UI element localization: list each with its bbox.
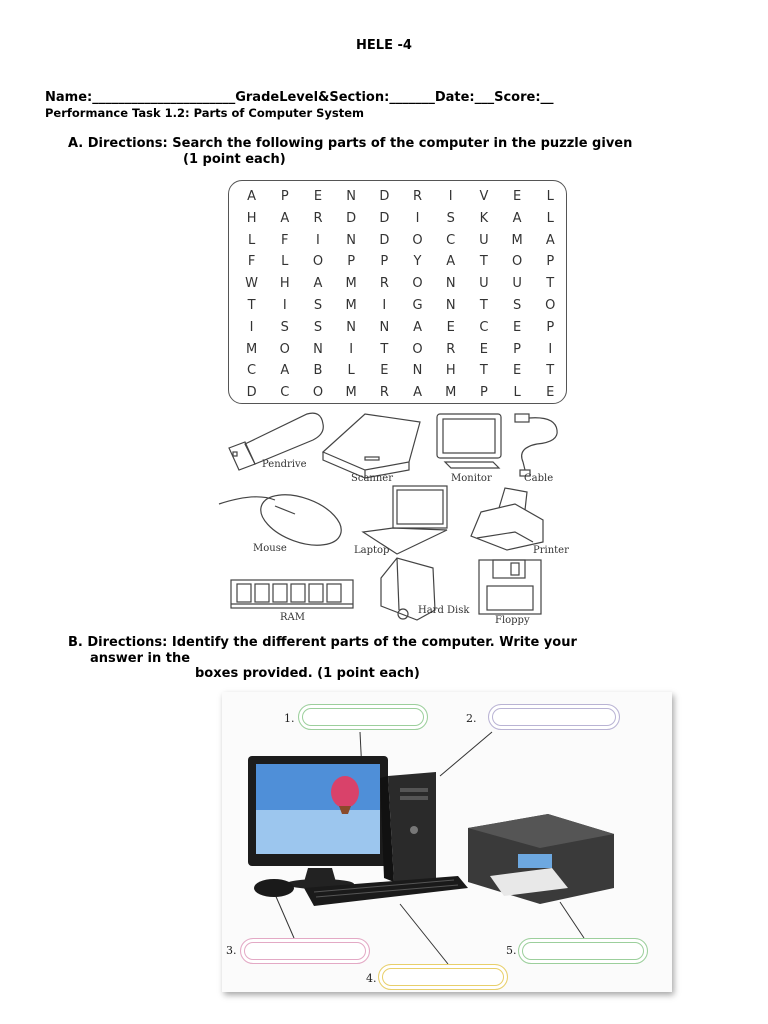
puzzle-letter: T	[247, 297, 256, 313]
puzzle-letter: U	[479, 232, 489, 248]
ram-icon	[231, 580, 353, 608]
cable-label: Cable	[524, 473, 554, 484]
puzzle-letter: H	[246, 210, 257, 226]
laptop-icon	[363, 486, 447, 554]
puzzle-letter: F	[247, 254, 256, 270]
puzzle-letter: T	[479, 363, 488, 379]
puzzle-letter: A	[413, 319, 422, 335]
puzzle-letter: C	[446, 232, 456, 248]
puzzle-letter: I	[382, 297, 387, 313]
box-1-number: 1.	[284, 712, 295, 725]
puzzle-letter: B	[313, 363, 323, 379]
puzzle-letter: G	[412, 297, 423, 313]
puzzle-letter: S	[446, 210, 455, 226]
puzzle-letter: I	[349, 341, 354, 357]
puzzle-letter: O	[312, 385, 324, 401]
puzzle-letter: T	[546, 276, 555, 292]
puzzle-letter: S	[512, 297, 522, 313]
puzzle-grid	[235, 186, 567, 404]
puzzle-letter: A	[512, 210, 522, 226]
puzzle-letter: N	[346, 232, 357, 248]
box-3-number: 3.	[226, 944, 237, 957]
puzzle-letter: E	[446, 319, 455, 335]
puzzle-letter: L	[546, 210, 554, 226]
cable-icon	[515, 414, 557, 476]
photo-cpu-tower-icon	[380, 772, 436, 882]
puzzle-letter: L	[546, 189, 554, 204]
section-b-directions: B. Directions: Identify the different parts of the computer. Write your	[68, 635, 577, 650]
puzzle-letter: U	[512, 276, 522, 292]
puzzle-letter: O	[511, 254, 523, 270]
puzzle-letter: N	[379, 319, 390, 335]
puzzle-letter: O	[412, 232, 423, 248]
puzzle-letter: A	[545, 232, 555, 248]
puzzle-letter: I	[415, 210, 420, 226]
computer-parts-pictures	[215, 408, 565, 630]
puzzle-letter: L	[347, 363, 355, 379]
puzzle-letter: R	[379, 276, 389, 292]
puzzle-letter: O	[279, 341, 290, 357]
section-a-points: (1 point each)	[183, 152, 286, 167]
answer-box-4[interactable]	[378, 964, 508, 990]
puzzle-letter: I	[548, 341, 553, 357]
puzzle-letter: E	[380, 363, 389, 379]
puzzle-letter: C	[479, 319, 489, 335]
puzzle-letter: R	[313, 210, 323, 226]
puzzle-letter: T	[380, 341, 389, 357]
puzzle-letter: R	[446, 341, 456, 357]
puzzle-letter: E	[313, 189, 323, 204]
puzzle-letter: F	[281, 232, 289, 248]
puzzle-letter: N	[445, 297, 456, 313]
puzzle-letter: H	[279, 276, 290, 292]
puzzle-letter: L	[281, 254, 289, 270]
student-info-line: Name:______________________GradeLevel&Section:_______Date:___Score:__	[45, 90, 554, 105]
puzzle-letter: L	[247, 232, 256, 248]
page-title: HELE -4	[356, 38, 412, 53]
puzzle-letter: U	[479, 276, 489, 292]
puzzle-letter: V	[479, 189, 489, 204]
mouse-label: Mouse	[253, 543, 287, 554]
floppy-icon	[479, 560, 541, 614]
puzzle-letter: K	[479, 210, 489, 226]
puzzle-letter: P	[546, 319, 555, 335]
puzzle-letter: C	[247, 363, 257, 379]
puzzle-letter: E	[479, 341, 489, 357]
printer-icon	[471, 488, 543, 550]
puzzle-letter: N	[313, 341, 323, 357]
puzzle-letter: M	[445, 385, 457, 401]
puzzle-letter: P	[479, 385, 488, 401]
word-search-puzzle	[228, 180, 567, 404]
puzzle-letter: P	[546, 254, 555, 270]
puzzle-letter: O	[545, 297, 556, 313]
floppy-label: Floppy	[495, 615, 530, 626]
scanner-label: Scanner	[351, 473, 393, 484]
pendrive-label: Pendrive	[262, 459, 307, 470]
section-a-directions: A. Directions: Search the following parts of the computer in the puzzle given	[68, 136, 633, 151]
puzzle-letter: E	[512, 319, 522, 335]
puzzle-letter: C	[280, 385, 290, 401]
puzzle-letter: E	[512, 189, 522, 204]
puzzle-letter: M	[345, 297, 357, 313]
section-b-points: boxes provided. (1 point each)	[195, 666, 420, 681]
puzzle-letter: D	[379, 210, 390, 226]
box-4-number: 4.	[366, 972, 377, 985]
puzzle-letter: L	[513, 385, 521, 401]
puzzle-letter: N	[412, 363, 423, 379]
puzzle-letter: D	[246, 385, 257, 401]
puzzle-letter: R	[379, 385, 389, 401]
box-5-number: 5.	[506, 944, 517, 957]
hard-disk-label: Hard Disk	[418, 605, 470, 616]
puzzle-letter: T	[479, 254, 488, 270]
puzzle-letter: R	[413, 189, 423, 204]
computer-system-photo	[222, 692, 672, 992]
puzzle-letter: H	[445, 363, 456, 379]
puzzle-letter: I	[282, 297, 287, 313]
puzzle-letter: A	[413, 385, 422, 401]
puzzle-letter: P	[347, 254, 356, 270]
box-2-number: 2.	[466, 712, 477, 725]
puzzle-letter: N	[445, 276, 456, 292]
puzzle-letter: M	[345, 276, 357, 292]
puzzle-letter: O	[412, 276, 423, 292]
photo-monitor-icon	[248, 756, 388, 889]
task-title: Performance Task 1.2: Parts of Computer System	[45, 106, 365, 120]
monitor-icon	[437, 414, 501, 468]
puzzle-letter: A	[247, 189, 257, 204]
puzzle-letter: W	[245, 276, 259, 292]
laptop-label: Laptop	[354, 545, 390, 556]
answer-box-2[interactable]	[488, 704, 620, 730]
printer-label: Printer	[533, 545, 569, 556]
puzzle-letter: T	[479, 297, 488, 313]
puzzle-letter: I	[249, 319, 254, 335]
puzzle-letter: A	[313, 276, 323, 292]
scanner-icon	[323, 414, 420, 478]
puzzle-letter: P	[513, 341, 522, 357]
puzzle-letter: P	[380, 254, 389, 270]
puzzle-letter: M	[345, 385, 357, 401]
puzzle-letter: M	[511, 232, 523, 248]
puzzle-letter: O	[412, 341, 423, 357]
puzzle-letter: P	[280, 189, 289, 204]
section-b-directions-cont: answer in the	[90, 651, 191, 666]
answer-box-5[interactable]	[518, 938, 648, 964]
puzzle-letter: A	[446, 254, 456, 270]
ram-label: RAM	[280, 612, 305, 623]
puzzle-letter: S	[313, 319, 323, 335]
puzzle-letter: A	[280, 363, 290, 379]
puzzle-letter: N	[346, 189, 357, 204]
puzzle-letter: O	[312, 254, 324, 270]
puzzle-letter: N	[346, 319, 357, 335]
answer-box-1[interactable]	[298, 704, 428, 730]
puzzle-letter: S	[313, 297, 323, 313]
puzzle-letter: M	[245, 341, 258, 357]
puzzle-letter: E	[546, 385, 555, 401]
puzzle-letter: D	[379, 189, 390, 204]
monitor-label: Monitor	[451, 473, 492, 484]
puzzle-letter: I	[316, 232, 320, 248]
puzzle-letter: T	[546, 363, 555, 379]
puzzle-letter: E	[512, 363, 522, 379]
puzzle-letter: Y	[413, 254, 422, 270]
puzzle-letter: I	[448, 189, 453, 204]
puzzle-letter: A	[280, 210, 290, 226]
photo-mouse-icon	[254, 879, 294, 897]
puzzle-letter: S	[280, 319, 289, 335]
puzzle-letter: D	[379, 232, 390, 248]
photo-printer-icon	[468, 814, 614, 904]
answer-box-3[interactable]	[240, 938, 370, 964]
puzzle-letter: D	[346, 210, 357, 226]
